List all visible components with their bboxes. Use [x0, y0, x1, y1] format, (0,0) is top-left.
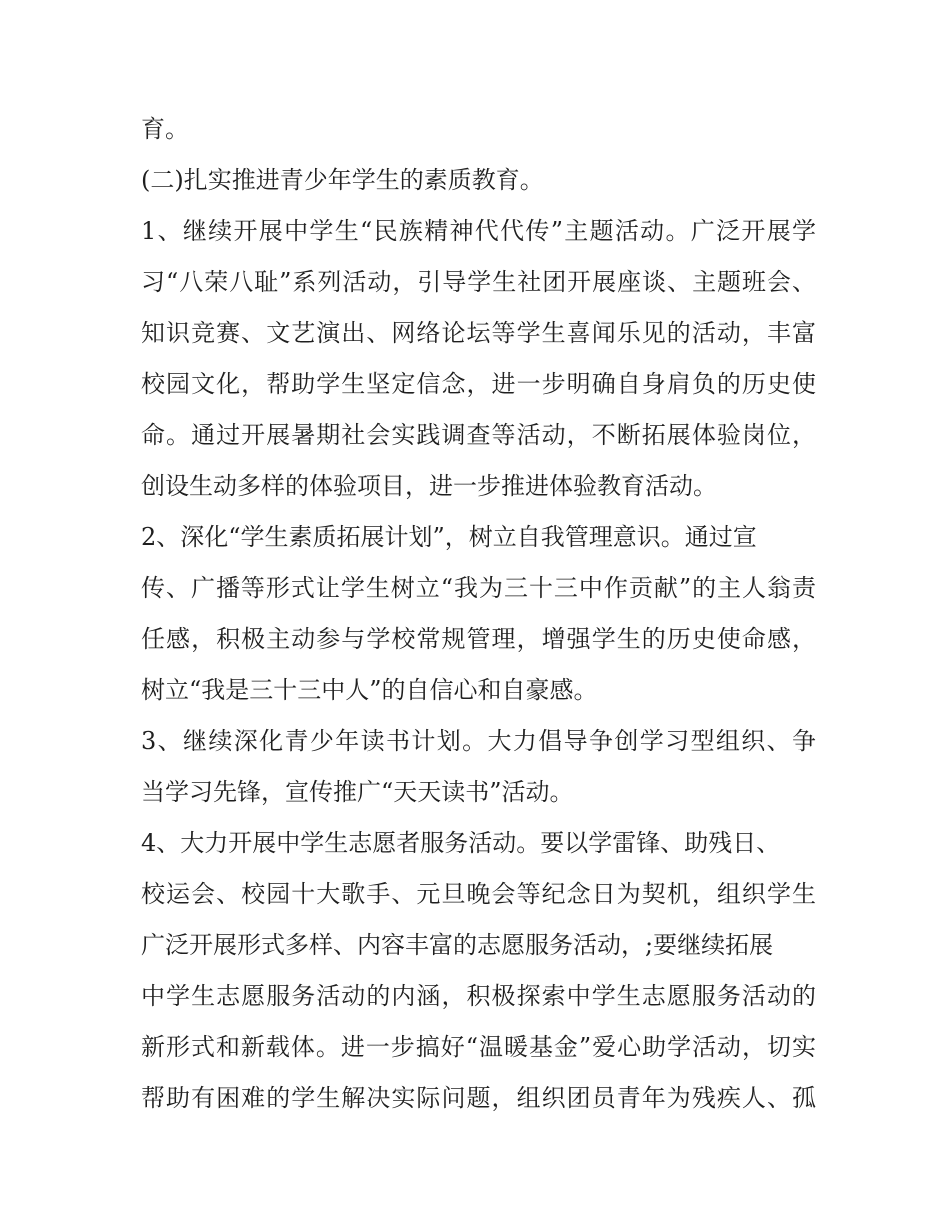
text-line: 树立“我是三十三中人”的自信心和自豪感。	[141, 676, 598, 704]
section-heading: (二)扎实推进青少年学生的素质教育。	[141, 166, 544, 194]
text-line: 校运会、校园十大歌手、元旦晚会等纪念日为契机，组织学生	[141, 880, 816, 908]
text-line: 育。	[141, 115, 189, 143]
text-line: 3、继续深化青少年读书计划。大力倡导争创学习型组织、争	[141, 727, 816, 755]
text-line: 知识竞赛、文艺演出、网络论坛等学生喜闻乐见的活动，丰富	[141, 319, 816, 347]
text-line: 帮助有困难的学生解决实际问题，组织团员青年为残疾人、孤	[141, 1084, 816, 1112]
text-line: 新形式和新载体。进一步搞好“温暖基金”爱心助学活动，切实	[141, 1033, 816, 1061]
text-line: 任感，积极主动参与学校常规管理，增强学生的历史使命感，	[141, 625, 816, 653]
text-line: 传、广播等形式让学生树立“我为三十三中作贡献”的主人翁责	[141, 574, 816, 602]
text-line: 校园文化，帮助学生坚定信念，进一步明确自身肩负的历史使	[141, 370, 816, 398]
text-line: 广泛开展形式多样、内容丰富的志愿服务活动，;要继续拓展	[141, 931, 774, 959]
text-line: 2、深化“学生素质拓展计划”，树立自我管理意识。通过宣	[141, 523, 757, 551]
text-line: 4、大力开展中学生志愿者服务活动。要以学雷锋、助残日、	[141, 829, 781, 857]
text-line: 中学生志愿服务活动的内涵，积极探索中学生志愿服务活动的	[141, 982, 816, 1010]
text-line: 创设生动多样的体验项目，进一步推进体验教育活动。	[141, 472, 717, 500]
text-line: 1、继续开展中学生“民族精神代代传”主题活动。广泛开展学	[141, 217, 816, 245]
text-line: 当学习先锋，宣传推广“天天读书”活动。	[141, 778, 574, 806]
body-text	[141, 104, 816, 1124]
text-line: 命。通过开展暑期社会实践调查等活动，不断拓展体验岗位，	[141, 421, 816, 449]
text-line: 习“八荣八耻”系列活动，引导学生社团开展座谈、主题班会、	[141, 268, 816, 296]
